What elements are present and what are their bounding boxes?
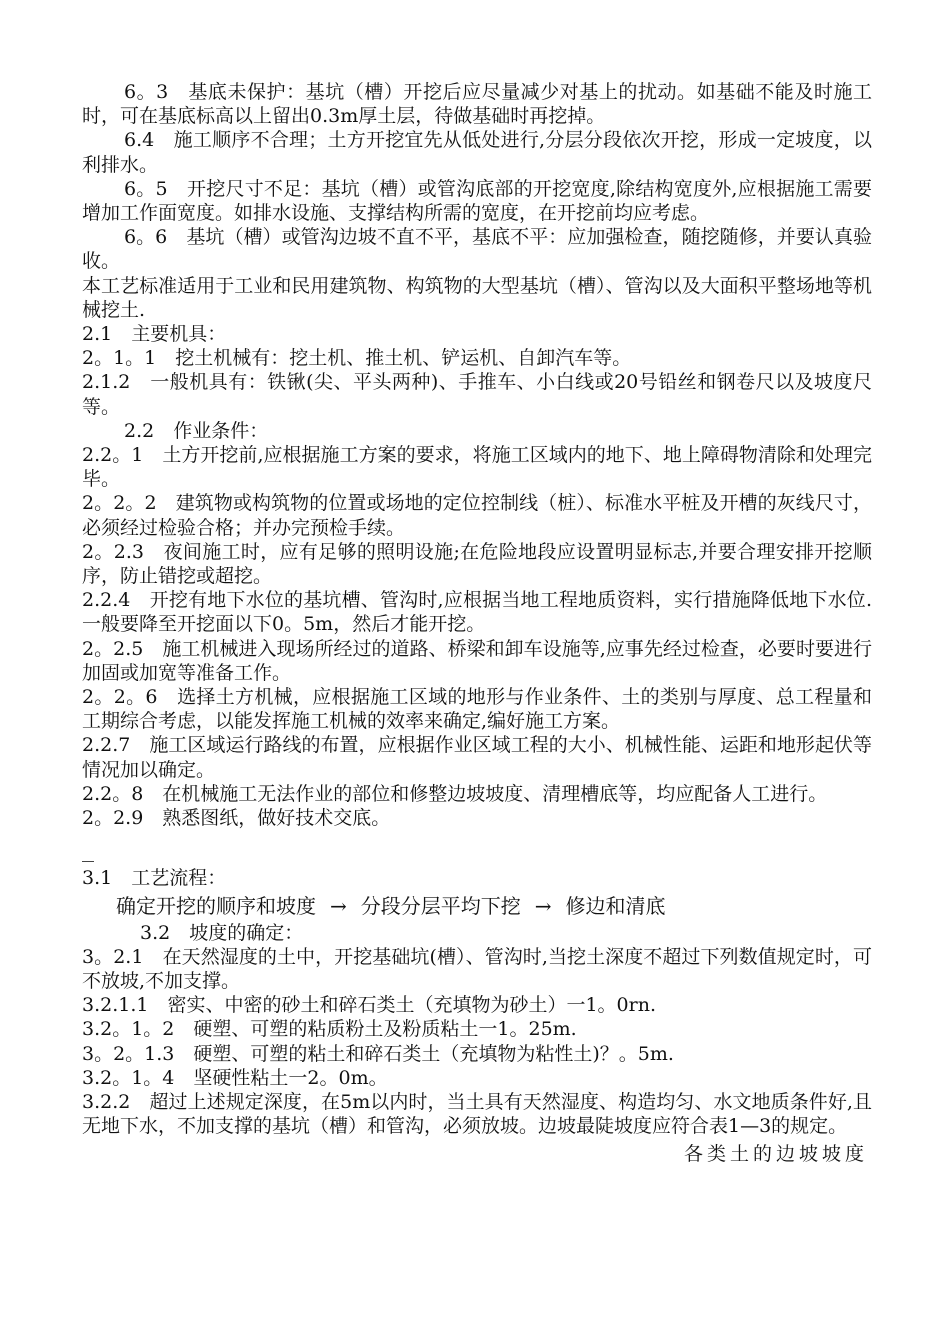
heading-3-1: 3.1 工艺流程： (82, 867, 227, 890)
paragraph-6-6: 6。6 基坑（槽）或管沟边坡不直不平，基底不平：应加强检查，随挖随修，并要认真验收。 (82, 226, 872, 273)
paragraph-6-5: 6。5 开挖尺寸不足：基坑（槽）或管沟底部的开挖宽度,除结构宽度外,应根据施工需要增加工作面宽度。如排水设施、支撑结构所需的宽度，在开挖前均应考虑。 (82, 177, 872, 225)
paragraph-2-2-5: 2。2.5 施工机械进入现场所经过的道路、桥梁和卸车设施等,应事先经过检查，必要时要进行加固或加宽等准备工作。 (82, 637, 872, 684)
heading-3-2: 3.2 坡度的确定： (140, 921, 304, 944)
paragraph-2-2-6: 2。2。6 选择土方机械，应根据施工区域的地形与作业条件、土的类别与厚度、总工程量和工期综合考虑，以能发挥施工机械的效率来确定,编好施工方案。 (82, 686, 872, 733)
paragraph-3-2-1-1: 3.2.1.1 密实、中密的砂土和碎石类土（充填物为砂土）一1。0rn. (82, 994, 657, 1017)
paragraph-6-4: 6.4 施工顺序不合理；土方开挖宜先从低处进行,分层分段依次开挖，形成一定坡度，以利排水。 (82, 129, 872, 176)
heading-2-1: 2.1 主要机具： (82, 323, 227, 346)
arrow-right-icon: → (534, 893, 552, 918)
paragraph-2-1-2: 2.1.2 一般机具有：铁锹(尖、平头两种)、手推车、小白线或20号铅丝和钢卷尺以及坡度尺等。 (82, 371, 872, 418)
paragraph-2-1-1: 2。1。1 挖土机械有：挖土机、推土机、铲运机、自卸汽车等。 (82, 347, 632, 370)
flow-step-2: 分段分层平均下挖 (360, 893, 521, 918)
document-page (82, 80, 872, 1167)
paragraph-2-2-9: 2。2.9 熟悉图纸，做好技术交底。 (82, 807, 391, 830)
arrow-right-icon: → (330, 893, 347, 918)
paragraph-6-3: 6。3 基底未保护：基坑（槽）开挖后应尽量减少对基上的扰动。如基础不能及时施工时，可在基底标高以上留出0.3m厚土层，待做基础时再挖掉。 (82, 81, 872, 128)
flow-step-1: 确定开挖的顺序和坡度 (116, 893, 316, 918)
paragraph-3-2-1-3: 3。2。1.3 硬塑、可塑的粘土和碎石类土（充填物为粘性土)？。5m. (82, 1042, 674, 1065)
heading-2-2: 2.2 作业条件： (124, 419, 269, 442)
paragraph-3-2-2: 3.2.2 超过上述规定深度，在5m以内时，当土具有天然湿度、构造均匀、水文地质条件好,且无地下水，不加支撑的基坑（槽）和管沟，必须放坡。边坡最陡坡度应符合表1—3的规定。 (82, 1090, 872, 1138)
table-caption: 各类土的边坡坡度 (683, 1143, 868, 1166)
paragraph-3-2-1-2: 3.2。1。2 硬塑、可塑的粘质粉土及粉质粘土一1。25m. (82, 1018, 577, 1041)
flow-step-3: 修边和清底 (565, 893, 666, 918)
paragraph-2-2-8: 2.2。8 在机械施工无法作业的部位和修整边坡坡度、清理槽底等，均应配备人工进行。 (82, 782, 828, 805)
paragraph-2-2-1: 2.2。1 土方开挖前,应根据施工方案的要求，将施工区域内的地下、地上障碍物清除和处理完毕。 (82, 444, 872, 491)
paragraph-2-2-2: 2。2。2 建筑物或构筑物的位置或场地的定位控制线（桩）、标准水平桩及开槽的灰线尺寸，必须经过检验合格；并办完预检手续。 (82, 492, 872, 539)
section-separator (82, 838, 94, 862)
process-flow (82, 892, 872, 920)
paragraph-3-2-1: 3。2.1 在天然湿度的土中，开挖基础坑(槽）、管沟时,当挖土深度不超过下列数值规定时，可不放坡,不加支撑。 (82, 945, 872, 992)
paragraph-scope: 本工艺标准适用于工业和民用建筑物、构筑物的大型基坑（槽）、管沟以及大面积平整场地等机械挖土. (82, 274, 872, 321)
paragraph-2-2-3: 2。2.3 夜间施工时，应有足够的照明设施;在危险地段应设置明显标志,并要合理安排开挖顺序，防止错挖或超挖。 (82, 540, 872, 588)
paragraph-2-2-7: 2.2.7 施工区域运行路线的布置，应根据作业区域工程的大小、机械性能、运距和地形起伏等情况加以确定。 (82, 734, 872, 781)
paragraph-3-2-1-4: 3.2。1。4 坚硬性粘土一2。0m。 (82, 1066, 388, 1089)
paragraph-2-2-4: 2.2.4 开挖有地下水位的基坑槽、管沟时,应根据当地工程地质资料，实行措施降低地下水位.一般要降至开挖面以下0。5m，然后才能开挖。 (82, 589, 872, 636)
